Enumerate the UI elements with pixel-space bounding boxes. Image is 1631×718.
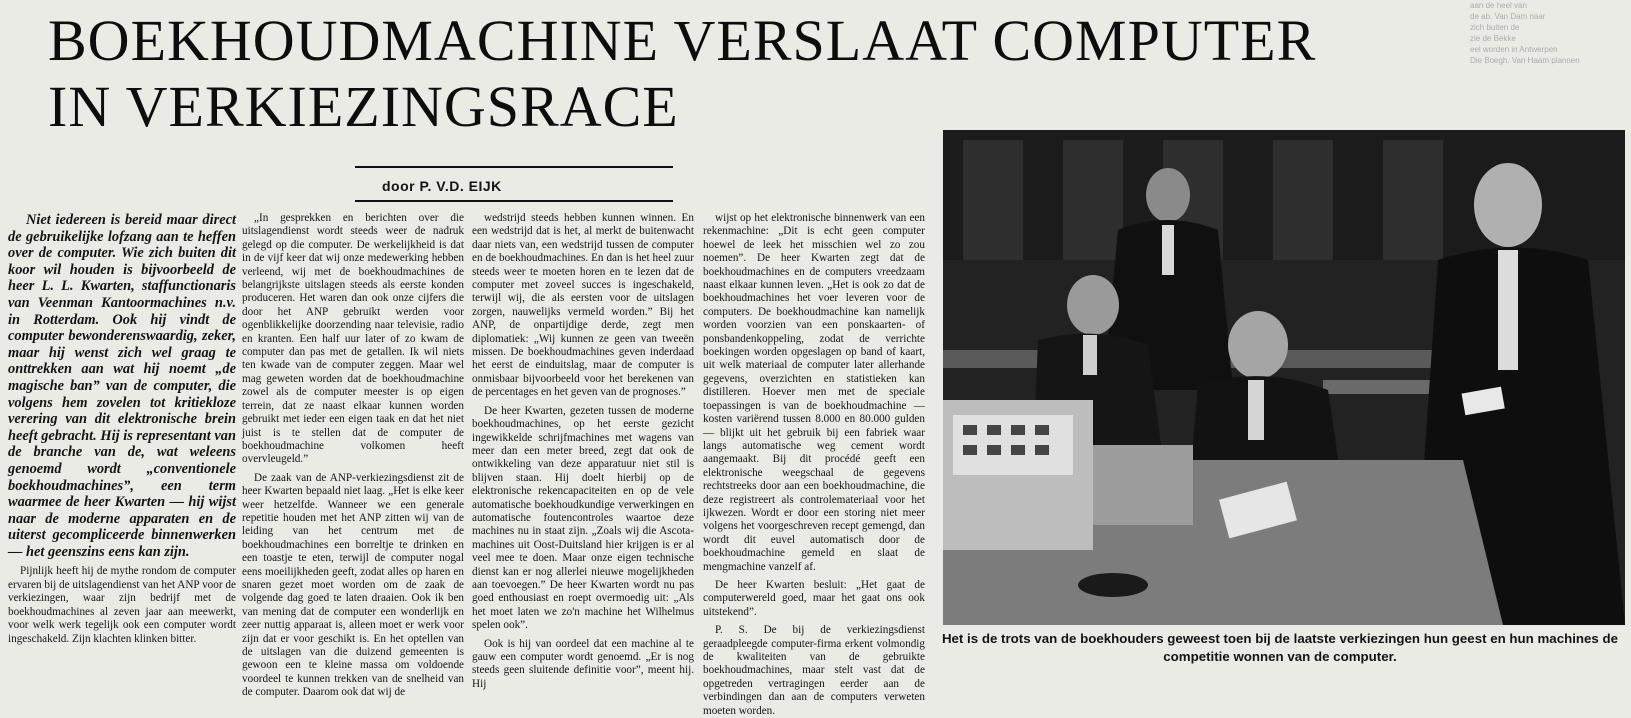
article-column-2: [242, 212, 464, 699]
article-paragraph: Ook is hij van oordeel dat een machine al te gauw een computer wordt genoemd. „Er is nog steeds geen sluitende definitie voor”, meent hij. Hij: [472, 637, 694, 690]
article-paragraph: De heer Kwarten, gezeten tussen de moderne boekhoudmachines, op het eerste gezicht ingewikkelde schrijfmachines met wagens van meer dan een meter breed, zegt dat ook de ontwikkeling van deze apparatuur niet stil is blijven staan. Hij doelt hierbij op de elektronische rekencapaciteiten en op de vele automatische boekhoudkundige verwerkingen en automatische foutencontroles waartoe deze machines nu in staat zijn. „Zoals wij die Ascota-machines uit Oost-Duitsland hier krijgen is er al veel mee te doen. Maar onze eigen technische dienst kan er nog allerlei nieuwe mogelijkheden aan toevoegen.” De heer Kwarten wordt nu pas goed enthousiast en roept overmoedig uit: „Als het moet laten we zo'n machine het Wilhelmus spelen ook”.: [472, 404, 694, 632]
article-paragraph: „In gesprekken en berichten over die uitslagendienst wordt steeds weer de nadruk gelegd op die computer. De werkelijkheid is dat in de vijf keer dat wij onze medewerking hebben verleend, wij met de boekhoudmachines de belangrijkste uitslagen steeds als eerste konden produceren. Het waren dan ook onze cijfers die door het ANP gebruikt werden voor ogenblikkelijke doorzending naar televisie, radio en kranten. Een half uur later of zo kwam de computer dan pas met de getallen. Ik wil niets ten kwade van de computer zeggen. Maar wel mag geweten worden dat de boekhoudmachine zowel als de computer meester is op eigen terrein, dat ze naast elkaar kunnen worden gebruikt met ieder een eigen taak en dat het niet juist is te stellen dat de computer de boekhoudmachine volkomen heeft overvleugeld.”: [242, 212, 464, 466]
article-paragraph: wedstrijd steeds hebben kunnen winnen. En een wedstrijd dat is het, al merkt de buitenwacht daar niets van, een wedstrijd tussen de computer en de boekhoudmachines. En dan is het heel zuur steeds weer te moeten horen en te lezen dat de computer met zoveel succes is ingeschakeld, terwijl wij, die als eersten voor de uitslagen zorgen, nauwelijks vermeld worden.” Bij het ANP, de onpartijdige derde, zegt men diplomatiek: „Wij kunnen ze geen van tweeën missen. De boekhoudmachines geven inderdaad het eerst de einduitslag, maar de computer is onmisbaar bijvoorbeeld voor het berekenen van de percentages en het geven van de prognoses.”: [472, 212, 694, 399]
photo-illustration: [943, 130, 1625, 625]
photo-caption: Het is de trots van de boekhouders geweest toen bij de laatste verkiezingen hun geest en hun machines de competitie wonnen van de computer.: [941, 631, 1619, 664]
neighbor-line: aan de heel van: [1470, 1, 1527, 10]
neighbor-line: zich buiten de: [1470, 23, 1520, 32]
headline: [48, 8, 1588, 140]
article-paragraph: De heer Kwarten besluit: „Het gaat de computerwereld goed, maar het gaat ons ook uitstekend”.: [703, 578, 925, 618]
headline-line-1: BOEKHOUDMACHINE VERSLAAT COMPUTER: [48, 8, 1317, 73]
article-column-3: [472, 212, 694, 690]
article-column-1: [8, 212, 236, 682]
article-paragraph: P. S. De bij de verkiezingsdienst geraadpleegde computer-firma erkent volmondig de kwaliteiten van de gebruikte boekhoudmachines, maar stelt vast dat de opgetreden vertragingen eerder aan de verbindingen dan aan de computers verweten moeten worden.: [703, 624, 925, 717]
neighbor-column-fragment: [1470, 0, 1630, 120]
article-paragraph: wijst op het elektronische binnenwerk van een rekenmachine: „Dit is echt geen computer hoewel de leek het misschien wel zo zou noemen”. De heer Kwarten zegt dat de boekhoudmachines en de computers vreedzaam naast elkaar kunnen leven. „Het is ook zo dat de boekhoudmachines het voer leveren voor de computers. De boekhoudmachine kan namelijk worden voorzien van een ponskaarten- of ponsbandenkoppeling, zodat de verrichte boekingen worden opgeslagen op band of kaart, uit welk materiaal de computer later allerhande gegevens, overzichten en statistieken kan distilleren. Hoever men met de speciale toepassingen is van de boekhoudmachine — kosten variërend tussen 8.000 en 80.000 gulden — blijkt uit het gebruik bij een fabriek waar langs automatische weg cement wordt aangemaakt. Bij dit procédé geeft een elektronische weegschaal de gegevens rechtstreeks door aan een boekhoudmachine, die deze registreert als controlemateriaal voor het ijkwezen. Wordt er door een storing niet meer volgens het voorgeschreven recept gemengd, dan wordt dit euvel automatisch door de boekhoudmachine gemeld en slaat de mengmachine vanzelf af.: [703, 212, 925, 573]
neighbor-line: eel worden in Antwerpen: [1470, 45, 1558, 54]
neighbor-line: de ab. Van Dam naar: [1470, 12, 1546, 21]
neighbor-line: Die Boegh. Van Haam plannen: [1470, 56, 1580, 65]
article-paragraph: De zaak van de ANP-verkiezingsdienst zit de heer Kwarten bepaald niet laag. „Het is elke keer weer hetzelfde. Wanneer we een generale repetitie houden met het ANP zitten wij van de leiding van het centrum met de boekhoudmachines een borreltje te drinken en een toastje te eten, terwijl de computer nogal eens moeilijkheden geeft, zodat alles op haren en snaren gezet moet worden om de zaak de volgende dag goed te laten draaien. Ook ik ben van mening dat de computer een wonderlijk en zeer nuttig apparaat is, alleen moet er werk voor zijn dat er voor geschikt is. En het optellen van de uitslagen van die duizend gemeenten is gewoon een te kleine massa om voldoende voordeel te kunnen trekken van de snelheid van de computer. Daarom ook dat wij de: [242, 471, 464, 699]
headline-line-2: IN VERKIEZINGSRACE: [48, 74, 679, 139]
byline: door P. V.D. EIJK: [382, 178, 502, 194]
article-column-4: [703, 212, 925, 717]
article-lead: Niet iedereen is bereid maar direct de gebruikelijke lofzang aan te heffen over de computer. Wie zich buiten dit koor wil houden is bijvoorbeeld de heer L. L. Kwarten, staffunctionaris van Veenman Kantoormachines n.v. in Rotterdam. Ook hij vindt de computer bewonderenswaardig, zeker, maar hij wenst zich wel graag te onttrekken aan wat hij noemt „de magische ban” van de computer, die volgens hem zovelen tot kritiekloze verering van dit elektronische brein heeft gebracht. Hij is representant van de branche van de, wat weleens genoemd wordt „conventionele boekhoudmachines”, een term waarmee de heer Kwarten — hij wijst naar de moderne apparaten en de uiterst gecompliceerde binnenwerken — het geenszins eens kan zijn.: [8, 212, 236, 560]
byline-rule-top: [355, 166, 673, 168]
article-photo: [943, 130, 1625, 625]
neighbor-line: zie de Bekke: [1470, 34, 1516, 43]
byline-rule-bottom: [355, 200, 673, 202]
article-paragraph: Pijnlijk heeft hij de mythe rondom de computer ervaren bij de uitslagendienst van het ANP voor de verkiezingen, waar zijn bedrijf met de boekhoudmachines al zeven jaar aan meewerkt, voor welk werk tegelijk ook een computer wordt ingeschakeld. Zijn klachten klinken bitter.: [8, 565, 236, 645]
